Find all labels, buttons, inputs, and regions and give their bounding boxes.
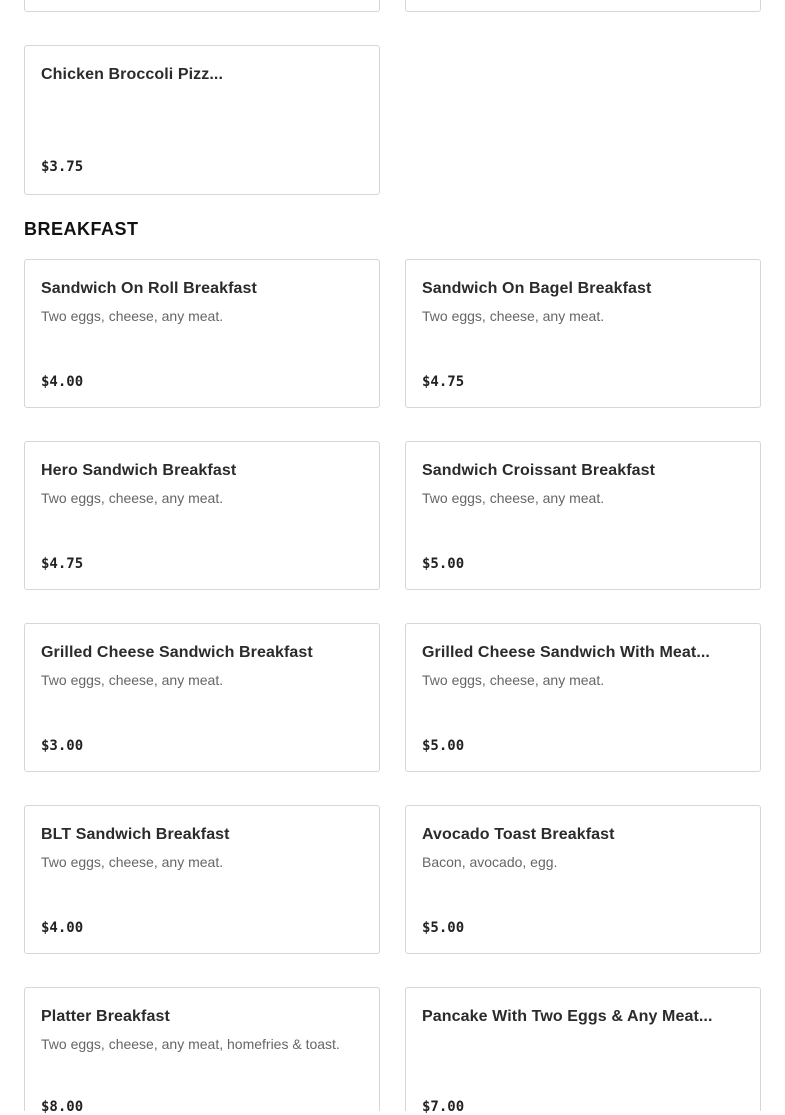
item-name: Sandwich On Roll Breakfast: [41, 280, 257, 297]
item-price: $5.00: [422, 556, 465, 572]
menu-item-card[interactable]: [24, 987, 380, 1115]
item-description: Two eggs, cheese, any meat.: [41, 672, 224, 688]
item-name: Chicken Broccoli Pizz...: [41, 66, 224, 83]
item-price: $4.00: [41, 374, 84, 390]
menu-item-card[interactable]: [405, 987, 761, 1115]
item-price: $5.00: [422, 920, 465, 936]
item-description: Bacon, avocado, egg.: [422, 854, 558, 870]
item-name: Pancake With Two Eggs & Any Meat...: [422, 1008, 713, 1025]
menu-item-card[interactable]: [405, 0, 761, 12]
item-price: $8.00: [41, 1099, 84, 1115]
item-name: Grilled Cheese Sandwich Breakfast: [41, 644, 313, 661]
item-description: Two eggs, cheese, any meat.: [422, 490, 605, 506]
item-price: $4.75: [422, 374, 465, 390]
item-description: Two eggs, cheese, any meat.: [422, 672, 605, 688]
item-price: $4.75: [41, 556, 84, 572]
item-name: Grilled Cheese Sandwich With Meat...: [422, 644, 710, 661]
menu-item-card[interactable]: [24, 45, 380, 195]
section-title-breakfast: BREAKFAST: [24, 219, 139, 239]
menu-item-card[interactable]: [405, 259, 761, 408]
menu-item-card[interactable]: [24, 259, 380, 408]
item-description: Two eggs, cheese, any meat.: [41, 490, 224, 506]
item-price: $3.00: [41, 738, 84, 754]
item-price: $4.00: [41, 920, 84, 936]
item-name: Hero Sandwich Breakfast: [41, 462, 237, 479]
item-price: $7.00: [422, 1099, 465, 1115]
item-name: Platter Breakfast: [41, 1008, 170, 1025]
menu-item-card[interactable]: [405, 441, 761, 590]
menu-item-card[interactable]: [24, 0, 380, 12]
item-price: $5.00: [422, 738, 465, 754]
menu-item-card[interactable]: [405, 805, 761, 954]
menu-item-card[interactable]: [24, 623, 380, 772]
menu-item-card[interactable]: [24, 805, 380, 954]
item-description: Two eggs, cheese, any meat.: [422, 308, 605, 324]
item-description: Two eggs, cheese, any meat, homefries & toast.: [41, 1036, 340, 1052]
item-name: Sandwich Croissant Breakfast: [422, 462, 656, 479]
item-description: Two eggs, cheese, any meat.: [41, 854, 224, 870]
item-name: Sandwich On Bagel Breakfast: [422, 280, 652, 297]
menu-item-card[interactable]: [24, 441, 380, 590]
item-name: BLT Sandwich Breakfast: [41, 826, 230, 843]
menu-item-card[interactable]: [405, 623, 761, 772]
item-price: $3.75: [41, 159, 84, 175]
item-name: Avocado Toast Breakfast: [422, 826, 615, 843]
item-description: Two eggs, cheese, any meat.: [41, 308, 224, 324]
